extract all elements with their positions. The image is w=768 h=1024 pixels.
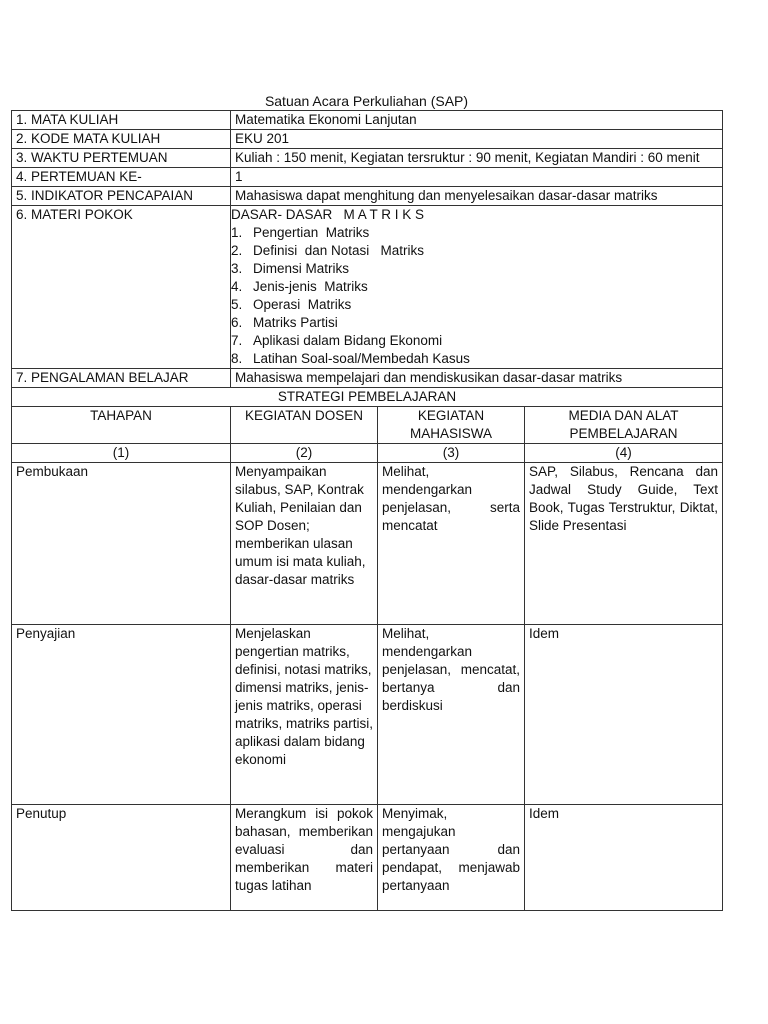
column-header-media: MEDIA DAN ALAT PEMBELAJARAN — [525, 407, 723, 444]
cell-tahapan: Penyajian — [12, 625, 231, 805]
cell-tahapan: Penutup — [12, 805, 231, 911]
column-number: (2) — [231, 444, 378, 463]
table-row — [12, 805, 723, 911]
column-header-kegiatan-dosen: KEGIATAN DOSEN — [231, 407, 378, 444]
list-item — [231, 314, 718, 332]
cell-media: Idem — [525, 625, 723, 805]
strategi-heading: STRATEGI PEMBELAJARAN — [12, 388, 723, 407]
info-row-kode — [12, 130, 723, 149]
list-text: Matriks Partisi — [253, 315, 338, 330]
info-label: 2. KODE MATA KULIAH — [12, 130, 231, 149]
list-item — [231, 224, 718, 242]
info-row-waktu — [12, 149, 723, 168]
info-label: 1. MATA KULIAH — [12, 111, 231, 130]
info-label: 6. MATERI POKOK — [12, 206, 231, 369]
info-value: EKU 201 — [231, 130, 723, 149]
cell-media: Idem — [525, 805, 723, 911]
column-header-kegiatan-mahasiswa: KEGIATAN MAHASISWA — [378, 407, 525, 444]
list-item — [231, 260, 718, 278]
list-text: Definisi dan Notasi Matriks — [253, 243, 425, 258]
materi-row — [12, 206, 723, 369]
info-value: Mahasiswa dapat menghitung dan menyelesaikan dasar-dasar matriks — [231, 187, 723, 206]
info-value: 1 — [231, 168, 723, 187]
cell-mahasiswa: Melihat, mendengarkan penjelasan, mencatat, bertanya dan berdiskusi — [378, 625, 525, 805]
info-label: 7. PENGALAMAN BELAJAR — [12, 369, 231, 388]
column-number: (4) — [525, 444, 723, 463]
cell-media: SAP, Silabus, Rencana dan Jadwal Study Guide, Text Book, Tugas Terstruktur, Diktat, Slide Presentasi — [525, 463, 723, 625]
list-number: 8. — [231, 351, 243, 366]
list-item — [231, 278, 718, 296]
list-number: 2. — [231, 243, 243, 258]
materi-list — [231, 224, 718, 368]
info-label: 5. INDIKATOR PENCAPAIAN — [12, 187, 231, 206]
cell-dosen: Menyampaikan silabus, SAP, Kontrak Kuliah, Penilaian dan SOP Dosen; memberikan ulasan umum isi mata kuliah, dasar-dasar matriks — [231, 463, 378, 625]
strategi-heading-row — [12, 388, 723, 407]
column-number: (1) — [12, 444, 231, 463]
list-text: Pengertian Matriks — [253, 225, 370, 240]
info-value: Kuliah : 150 menit, Kegiatan tersruktur : 90 menit, Kegiatan Mandiri : 60 menit — [231, 149, 723, 168]
table-row — [12, 625, 723, 805]
strategi-number-row — [12, 444, 723, 463]
table-row — [12, 463, 723, 625]
list-number: 4. — [231, 279, 243, 294]
info-label: 4. PERTEMUAN KE- — [12, 168, 231, 187]
info-row-pertemuan — [12, 168, 723, 187]
info-label: 3. WAKTU PERTEMUAN — [12, 149, 231, 168]
page-title: Satuan Acara Perkuliahan (SAP) — [264, 93, 469, 109]
materi-content — [231, 206, 723, 369]
cell-mahasiswa: Menyimak, mengajukan pertanyaan dan pendapat, menjawab pertanyaan — [378, 805, 525, 911]
list-number: 3. — [231, 261, 243, 276]
list-item — [231, 350, 718, 368]
list-text: Operasi Matriks — [253, 297, 352, 312]
list-number: 1. — [231, 225, 243, 240]
column-number: (3) — [378, 444, 525, 463]
list-item — [231, 296, 718, 314]
cell-dosen: Menjelaskan pengertian matriks, definisi, notasi matriks, dimensi matriks, jenis-jenis matriks, operasi matriks, matriks partisi, aplikasi dalam bidang ekonomi — [231, 625, 378, 805]
strategi-header-row — [12, 407, 723, 444]
info-value: Mahasiswa mempelajari dan mendiskusikan dasar-dasar matriks — [231, 369, 723, 388]
list-number: 7. — [231, 333, 243, 348]
list-text: Aplikasi dalam Bidang Ekonomi — [253, 333, 443, 348]
info-row-mata-kuliah — [12, 111, 723, 130]
cell-mahasiswa: Melihat, mendengarkan penjelasan, serta mencatat — [378, 463, 525, 625]
cell-tahapan: Pembukaan — [12, 463, 231, 625]
list-item — [231, 332, 718, 350]
list-number: 6. — [231, 315, 243, 330]
list-item — [231, 242, 718, 260]
list-text: Dimensi Matriks — [253, 261, 350, 276]
list-text: Jenis-jenis Matriks — [253, 279, 368, 294]
materi-heading: DASAR- DASAR M A T R I K S — [231, 207, 425, 222]
info-value: Matematika Ekonomi Lanjutan — [231, 111, 723, 130]
cell-dosen: Merangkum isi pokok bahasan, memberikan evaluasi dan memberikan materi tugas latihan — [231, 805, 378, 911]
pengalaman-row — [12, 369, 723, 388]
list-number: 5. — [231, 297, 243, 312]
column-header-tahapan: TAHAPAN — [12, 407, 231, 444]
info-row-indikator — [12, 187, 723, 206]
sap-table — [11, 110, 723, 911]
list-text: Latihan Soal-soal/Membedah Kasus — [253, 351, 470, 366]
